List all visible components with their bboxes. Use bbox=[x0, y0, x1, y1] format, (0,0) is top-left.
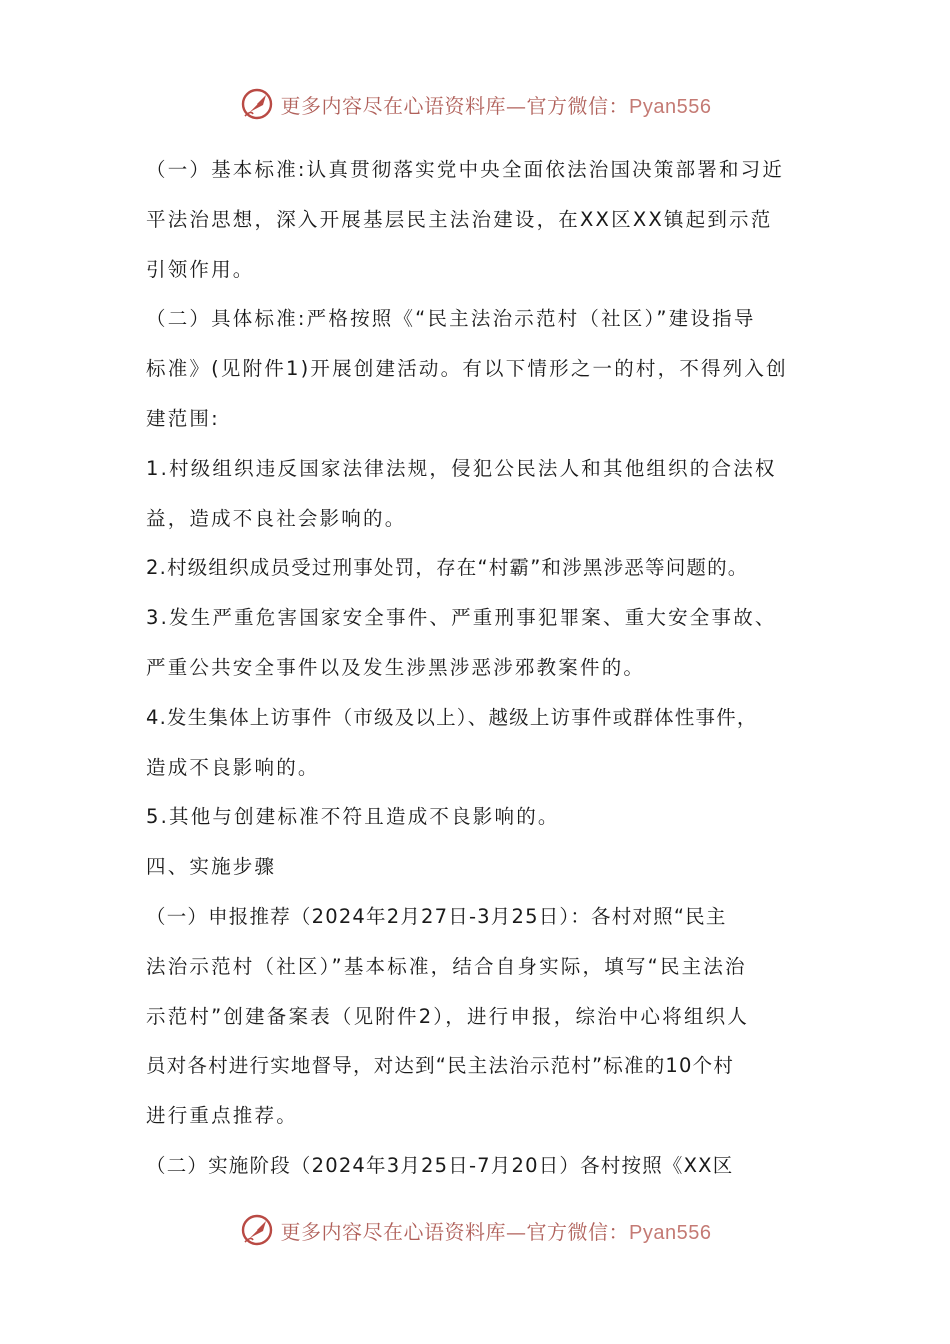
quill-logo-icon bbox=[239, 86, 275, 122]
text-line: 造成不良影响的。 bbox=[146, 755, 320, 779]
text-line: 严重公共安全事件以及发生涉黑涉恶涉邪教案件的。 bbox=[146, 655, 646, 679]
text-line: 示范村”创建备案表（见附件2），进行申报，综治中心将组织人 bbox=[146, 1004, 750, 1028]
text-line: 标准》(见附件1)开展创建活动。有以下情形之一的村，不得列入创 bbox=[146, 357, 788, 381]
text-line: 2.村级组织成员受过刑事处罚，存在“村霸”和涉黑涉恶等问题的。 bbox=[146, 556, 749, 580]
text-line: （一）基本标准:认真贯彻落实党中央全面依法治国决策部署和习近 bbox=[146, 158, 785, 181]
text-line: （二）实施阶段（2024年3月25日-7月20日）各村按照《XX区 bbox=[146, 1153, 734, 1177]
text-line: 益，造成不良社会影响的。 bbox=[146, 506, 407, 530]
section-heading: 四、实施步骤 bbox=[146, 855, 277, 879]
watermark-text: 更多内容尽在心语资料库—官方微信： bbox=[280, 1219, 630, 1244]
watermark-banner-bottom bbox=[0, 1208, 950, 1252]
text-line: 5.其他与创建标准不符且造成不良影响的。 bbox=[146, 805, 560, 829]
text-line: 法治示范村（社区）”基本标准，结合自身实际，填写“民主法治 bbox=[146, 954, 747, 978]
watermark-banner-top bbox=[0, 82, 950, 126]
wechat-id: Pyan556 bbox=[629, 1221, 712, 1244]
text-line: 1.村级组织违反国家法律法规，侵犯公民法人和其他组织的合法权 bbox=[146, 456, 777, 480]
text-line: 建范围: bbox=[146, 406, 220, 430]
text-line: （二）具体标准:严格按照《“民主法治示范村（社区）”建设指导 bbox=[146, 307, 756, 331]
text-line: 员对各村进行实地督导，对达到“民主法治示范村”标准的10个村 bbox=[146, 1054, 735, 1078]
text-line: 进行重点推荐。 bbox=[146, 1104, 298, 1128]
text-line: 平法治思想，深入开展基层民主法治建设，在XX区XX镇起到示范 bbox=[146, 207, 773, 231]
text-line: 4.发生集体上访事件（市级及以上）、越级上访事件或群体性事件， bbox=[146, 705, 758, 729]
quill-logo-icon bbox=[239, 1212, 275, 1248]
text-line: 3.发生严重危害国家安全事件、严重刑事犯罪案、重大安全事故、 bbox=[146, 606, 777, 630]
text-line: （一）申报推荐（2024年2月27日-3月25日）：各村对照“民主 bbox=[146, 904, 727, 928]
document-body bbox=[146, 145, 818, 1191]
text-line: 引领作用。 bbox=[146, 257, 255, 281]
wechat-id: Pyan556 bbox=[629, 95, 712, 118]
watermark-text: 更多内容尽在心语资料库—官方微信： bbox=[280, 93, 630, 118]
